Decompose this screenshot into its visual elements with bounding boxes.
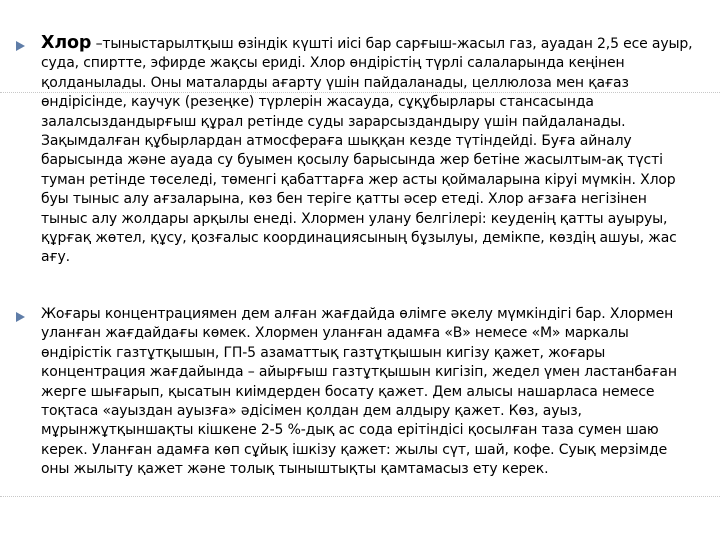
bullet-body: Жоғары концентрациямен дем алған жағдайда өлімге әкелу мүмкіндігі бар. Хлормен уланған жағдайдағы көмек. Хлормен уланған адамға «В» немесе «М» маркалы өндірістік газтұтқышын, ГП-5 азаматтық газтұтқышын кигізу қажет, жоғары концентрация жағдайында – айырғыш газтұтқышын кигізіп, жедел үмен ластанбаған жерге шығарып, қысатын киімдерден босату қажет. Дем алысы нашарласа немесе тоқтаса «ауыздан ауызға» әдісімен қолдан дем алдыру қажет. Көз, ауыз, мұрынжұтқыншақты кішкене 2-5 %-дық ас сода ерітіндісі қосылған таза сумен шаю керек. Уланған адамға көп сұйық ішкізу қажет: жылы сүт, шай, кофе. Суық мерзімде оны жылыту қажет және толық тыныштықты қамтамасыз ету керек.: [41, 306, 677, 478]
bullet-paragraph: [41, 305, 696, 480]
triangle-bullet-icon: [16, 312, 25, 322]
bullet-item-chlorine: [16, 34, 696, 268]
bullet-item-first-aid: [16, 305, 696, 480]
bullet-body: –тыныстарылтқыш өзіндік күшті иісі бар сарғыш-жасыл газ, ауадан 2,5 есе ауыр, суда, спиртте, эфирде жақсы ериді. Хлор өндірістің түрлі салаларында кеңінен қолданылады. Оны маталарды ағарту үшін пайдаланады, целлюлоза мен қағаз өндірісінде, каучук (резеңке) түрлерін жасауда, сұқұбырлары стансасында залалсыздандырғыш құрал ретінде суды зарарсыздандыру үшін пайдаланады. Зақымдалған құбырлардан атмосфераға шыққан кезде түтіндейді. Буға айналу барысында және ауада су буымен қосылу барысында жер бетіне жасылтым-ақ түсті туман ретінде төселеді, төменгі қабаттарға жер асты қоймаларына кіруі мүмкін. Хлор буы тыныс алу ағзаларына, көз бен теріге қатты әсер етеді. Хлор ағзаға негізінен тыныс алу жолдары арқылы енеді. Хлормен улану белгілері: кеуденің қатты ауыруы, құрғақ жөтел, құсу, қозғалыс координациясының бұзылуы, демікпе, көздің ашуы, жас ағу.: [41, 36, 693, 266]
guide-line-bottom: [0, 496, 720, 497]
triangle-bullet-icon: [16, 41, 25, 51]
bullet-paragraph: [41, 34, 696, 268]
bullet-term: Хлор: [41, 33, 92, 53]
